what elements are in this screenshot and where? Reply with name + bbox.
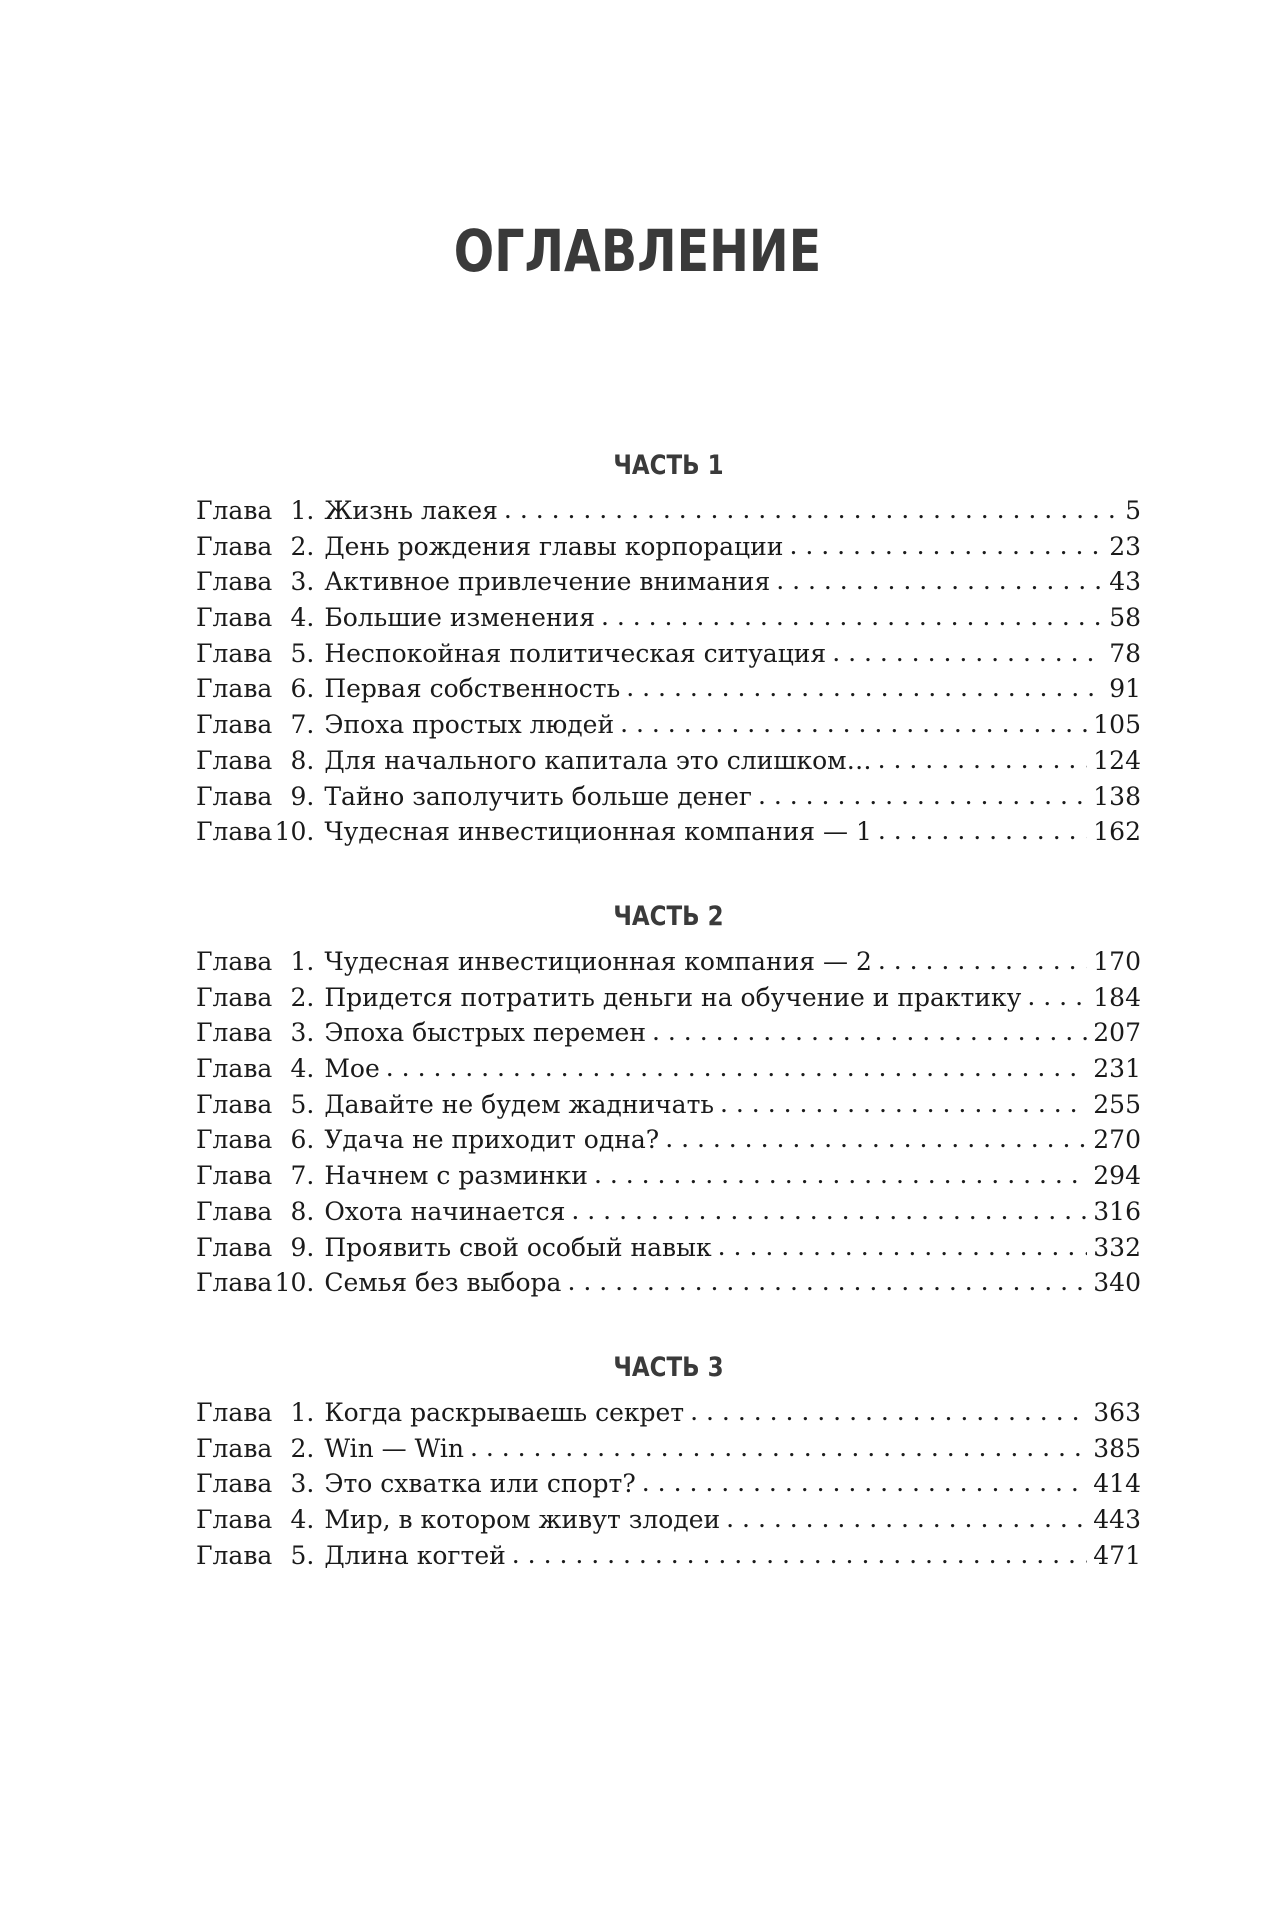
toc-entry <box>196 1230 1141 1266</box>
chapter-label: Глава <box>196 817 273 847</box>
toc-entry <box>196 493 1141 529</box>
chapter-number: 1. <box>290 496 315 525</box>
chapter-title: Придется потратить деньги на обучение и практику <box>324 982 1022 1012</box>
chapter-title: Семья без выбора <box>324 1268 562 1298</box>
dot-leader <box>601 600 1103 635</box>
toc-entry <box>196 1538 1141 1574</box>
page-number: 316 <box>1093 1196 1141 1226</box>
chapter-title: Чудесная инвестиционная компания — 1 <box>324 817 872 847</box>
page-number: 332 <box>1093 1232 1141 1262</box>
chapter-title: Неспокойная политическая ситуация <box>324 638 827 668</box>
chapter-title: Для начального капитала это слишком… <box>324 745 872 775</box>
chapter-number: 5. <box>290 1089 315 1119</box>
chapter-title: Мое <box>324 1054 380 1084</box>
chapter-title: Первая собственность <box>324 674 621 704</box>
page-number: 184 <box>1093 982 1141 1012</box>
chapter-number: 7. <box>290 1161 315 1191</box>
dot-leader <box>567 1265 1087 1300</box>
chapter-list <box>196 493 1141 850</box>
chapter-title: Чудесная инвестиционная компания — 2 <box>324 947 872 976</box>
chapter-label: Глава <box>196 1232 273 1262</box>
page-title: ОГЛАВЛЕНИЕ <box>453 217 822 285</box>
chapter-number: 9. <box>290 1232 315 1262</box>
toc-entry <box>196 1015 1141 1051</box>
toc-entry <box>196 980 1141 1016</box>
chapter-label: Глава <box>196 1161 273 1191</box>
page-number: 270 <box>1093 1125 1141 1155</box>
part-1 <box>196 452 1141 850</box>
dot-leader <box>718 1230 1088 1265</box>
chapter-label: Глава <box>196 1433 273 1463</box>
chapter-number: 3. <box>290 1018 315 1048</box>
chapter-title: Win — Win <box>324 1433 464 1463</box>
chapter-number: 2. <box>290 531 315 561</box>
chapter-title: Давайте не будем жадничать <box>324 1089 715 1119</box>
chapter-number: 5. <box>290 1540 315 1570</box>
page-number: 124 <box>1093 745 1141 775</box>
toc-entry <box>196 1502 1141 1538</box>
page-number: 340 <box>1093 1268 1141 1298</box>
chapter-title: Большие изменения <box>324 603 595 633</box>
toc-entry <box>196 944 1141 980</box>
toc-entry <box>196 814 1141 850</box>
page-number: 231 <box>1093 1054 1141 1084</box>
page-number: 58 <box>1109 603 1141 633</box>
chapter-title: Мир, в котором живут злодеи <box>324 1505 721 1535</box>
dot-leader <box>665 1122 1087 1157</box>
page-number: 443 <box>1093 1505 1141 1535</box>
chapter-title: Начнем с разминки <box>324 1161 588 1191</box>
chapter-number: 1. <box>290 1398 315 1427</box>
toc-entry <box>196 600 1141 636</box>
chapter-title: Активное привлечение внимания <box>324 567 771 597</box>
chapter-title: Охота начинается <box>324 1196 566 1226</box>
chapter-title: Эпоха быстрых перемен <box>324 1018 647 1048</box>
chapter-label: Глава <box>196 982 273 1012</box>
part-heading: ЧАСТЬ 3 <box>613 1352 724 1383</box>
toc-entry <box>196 779 1141 815</box>
chapter-label: Глава <box>196 531 273 561</box>
chapter-label: Глава <box>196 1089 273 1119</box>
page-number: 363 <box>1093 1398 1141 1427</box>
dot-leader <box>758 779 1087 814</box>
toc-entry <box>196 671 1141 707</box>
chapter-number: 5. <box>290 638 315 668</box>
chapter-number: 9. <box>290 781 315 811</box>
toc-entry <box>196 636 1141 672</box>
dot-leader <box>878 743 1088 778</box>
page-number: 170 <box>1093 947 1141 976</box>
chapter-number: 4. <box>290 1505 315 1535</box>
chapter-number: 4. <box>290 603 315 633</box>
dot-leader <box>504 493 1119 528</box>
dot-leader <box>690 1395 1087 1430</box>
toc-entry <box>196 1466 1141 1502</box>
page-number: 23 <box>1109 531 1141 561</box>
chapter-label: Глава <box>196 496 273 525</box>
chapter-label: Глава <box>196 1505 273 1535</box>
toc-entry <box>196 743 1141 779</box>
chapter-label: Глава <box>196 638 273 668</box>
toc-entry <box>196 1431 1141 1467</box>
toc-entry <box>196 1265 1141 1301</box>
toc-entry <box>196 707 1141 743</box>
chapter-number: 3. <box>290 1469 315 1499</box>
page-number: 5 <box>1125 496 1141 525</box>
part-heading: ЧАСТЬ 2 <box>613 901 724 932</box>
chapter-label: Глава <box>196 674 273 704</box>
page-number: 138 <box>1093 781 1141 811</box>
dot-leader <box>878 814 1087 849</box>
chapter-title: Тайно заполучить больше денег <box>324 781 752 811</box>
page-number: 255 <box>1093 1089 1141 1119</box>
chapter-number: 10. <box>274 1268 315 1298</box>
chapter-title: Эпоха простых людей <box>324 710 615 740</box>
chapter-number: 4. <box>290 1054 315 1084</box>
dot-leader <box>512 1538 1088 1573</box>
chapter-number: 10. <box>274 817 315 847</box>
dot-leader <box>386 1051 1088 1086</box>
dot-leader <box>626 671 1103 706</box>
chapter-title: Жизнь лакея <box>324 496 498 525</box>
page-number: 294 <box>1093 1161 1141 1191</box>
chapter-number: 6. <box>290 1125 315 1155</box>
toc-entry <box>196 1158 1141 1194</box>
dot-leader <box>776 564 1103 599</box>
chapter-label: Глава <box>196 1054 273 1084</box>
chapter-label: Глава <box>196 1018 273 1048</box>
chapter-label: Глава <box>196 567 273 597</box>
toc-entry <box>196 1194 1141 1230</box>
dot-leader <box>789 529 1103 564</box>
chapter-label: Глава <box>196 1268 273 1298</box>
part-heading: ЧАСТЬ 1 <box>613 450 724 481</box>
chapter-title: Это схватка или спорт? <box>324 1469 636 1499</box>
chapter-title: Длина когтей <box>324 1540 506 1570</box>
chapter-number: 8. <box>290 1196 315 1226</box>
page-number: 78 <box>1109 638 1141 668</box>
part-3 <box>196 1354 1141 1573</box>
chapter-label: Глава <box>196 745 273 775</box>
chapter-label: Глава <box>196 1125 273 1155</box>
chapter-number: 2. <box>290 1433 315 1463</box>
dot-leader <box>642 1466 1088 1501</box>
page-number: 414 <box>1093 1469 1141 1499</box>
dot-leader <box>571 1194 1087 1229</box>
chapter-list <box>196 944 1141 1301</box>
part-2 <box>196 903 1141 1301</box>
chapter-title: День рождения главы корпорации <box>324 531 784 561</box>
chapter-label: Глава <box>196 1540 273 1570</box>
page-number: 162 <box>1093 817 1141 847</box>
page-number: 207 <box>1093 1018 1141 1048</box>
chapter-number: 3. <box>290 567 315 597</box>
dot-leader <box>720 1087 1087 1122</box>
chapter-number: 7. <box>290 710 315 740</box>
chapter-list <box>196 1395 1141 1573</box>
chapter-label: Глава <box>196 1398 273 1427</box>
page-number: 105 <box>1093 710 1141 740</box>
page-number: 43 <box>1109 567 1141 597</box>
chapter-number: 2. <box>290 982 315 1012</box>
chapter-label: Глава <box>196 781 273 811</box>
toc-entry <box>196 1395 1141 1431</box>
page-number: 471 <box>1093 1540 1141 1570</box>
chapter-number: 6. <box>290 674 315 704</box>
toc-entry <box>196 564 1141 600</box>
dot-leader <box>726 1502 1087 1537</box>
dot-leader <box>832 636 1103 671</box>
chapter-label: Глава <box>196 1469 273 1499</box>
dot-leader <box>594 1158 1087 1193</box>
chapter-number: 8. <box>290 745 315 775</box>
chapter-title: Проявить свой особый навык <box>324 1232 712 1262</box>
chapter-label: Глава <box>196 710 273 740</box>
dot-leader <box>620 707 1087 742</box>
page-number: 385 <box>1093 1433 1141 1463</box>
dot-leader <box>652 1015 1087 1050</box>
toc-entry <box>196 1051 1141 1087</box>
toc-entry <box>196 1122 1141 1158</box>
chapter-label: Глава <box>196 1196 273 1226</box>
chapter-label: Глава <box>196 603 273 633</box>
dot-leader <box>878 944 1087 979</box>
page-number: 91 <box>1109 674 1141 704</box>
toc-entry <box>196 529 1141 565</box>
chapter-label: Глава <box>196 947 273 976</box>
chapter-number: 1. <box>290 947 315 976</box>
chapter-title: Когда раскрываешь секрет <box>324 1398 685 1427</box>
toc-entry <box>196 1087 1141 1123</box>
chapter-title: Удача не приходит одна? <box>324 1125 660 1155</box>
dot-leader <box>470 1431 1087 1466</box>
dot-leader <box>1027 980 1087 1015</box>
